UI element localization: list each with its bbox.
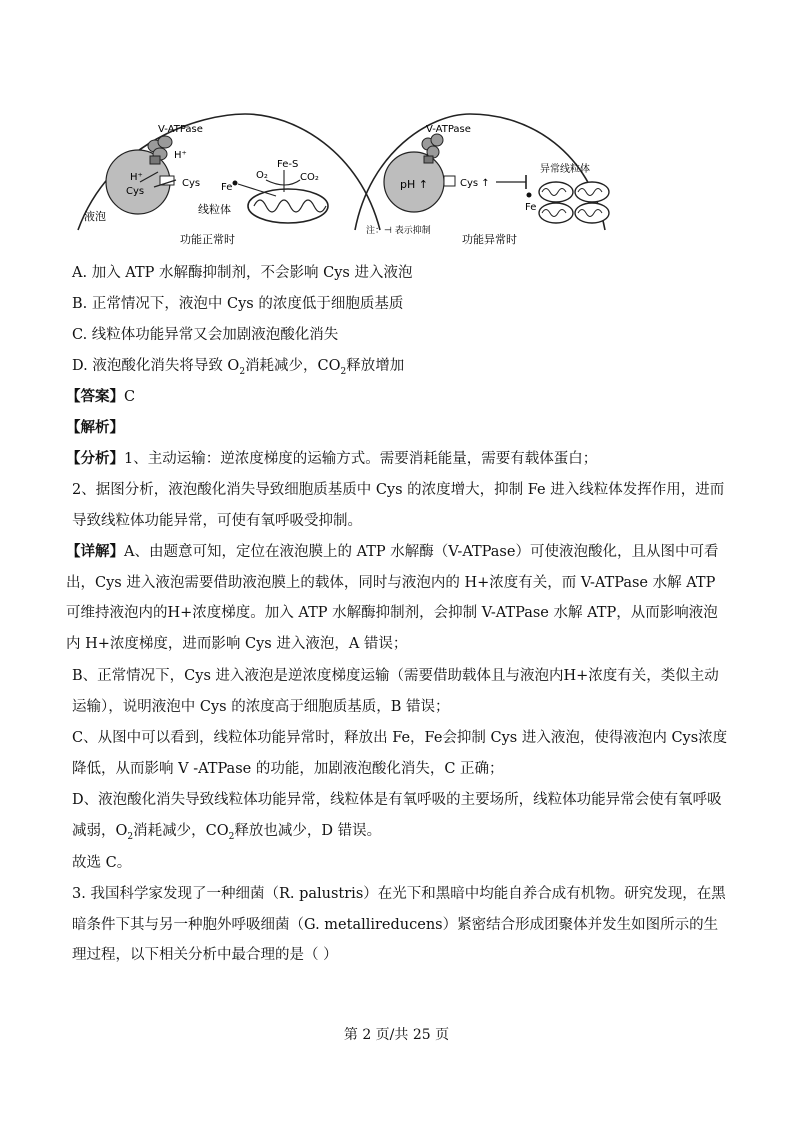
cys-in-label: Cys [126,186,145,197]
detail-d-mid: 消耗减少，CO [133,822,229,839]
vatpase-label-left: V-ATPase [158,124,203,135]
vatpase-label-right: V-ATPase [426,124,471,135]
o2-label: O₂ [256,170,268,181]
option-d-sub2: 2 [340,366,347,377]
cys-up-label: Cys ↑ [460,178,490,189]
fe-label-left: Fe [221,182,233,193]
note-label: 注：⊣ 表示抑制 [366,226,431,236]
answer-label: 【答案】 [66,388,124,405]
fe-label-right: Fe [525,202,537,213]
page-footer: 第 2 页/共 25 页 [343,1027,450,1043]
detail-d-o: O [115,822,128,839]
mitochondrion-normal-icon [248,189,328,223]
cys-transporter-left [160,176,174,185]
detail-d-sub1: 2 [127,831,134,842]
diagram-svg [70,112,730,250]
conclusion: 故选 C。 [72,855,132,871]
option-d-sub1: 2 [239,366,246,377]
answer-line [66,387,135,407]
abnormal-mito-label: 异常线粒体 [540,164,590,175]
mito-label-left: 线粒体 [198,203,231,216]
detail-d [72,785,732,852]
detail-b: B、正常情况下，Cys 进入液泡是逆浓度梯度运输（需要借助载体且与液泡内H+浓度有关，类似主动运输），说明液泡中 Cys 的浓度高于细胞质基质，B 错误； [72,668,719,715]
mitochondria-abnormal-icon [539,182,609,223]
arrow-o2-co2 [266,180,300,185]
option-c: C. 线粒体功能异常又会加剧液泡酸化消失 [72,327,339,343]
analysis-label [66,418,124,438]
option-d-mid: 消耗减少，CO [245,358,341,374]
option-d-post: 释放增加 [346,358,405,374]
option-b: B. 正常情况下，液泡中 Cys 的浓度低于细胞质基质 [72,296,404,312]
detail-c: C、从图中可以看到，线粒体功能异常时，释放出 Fe，Fe会抑制 Cys 进入液泡，使得液泡内 Cys浓度降低，从而影响 V -ATPase 的功能，加剧液泡酸化消失，C 正确； [72,730,728,777]
caption-left: 功能正常时 [180,233,235,246]
fenxi-p1 [66,444,726,475]
vatpase-icon-right [422,134,443,163]
question-3: 3. 我国科学家发现了一种细菌（R. palustris）在光下和黑暗中均能自养合成有机物。研究发现，在黑暗条件下其与另一种胞外呼吸细菌（G. metallireducens）紧密结合形成团聚体并发生如图所示的生理过程，以下相关分析中最合理的是（ ） [72,886,726,963]
fe-dot-right [527,193,532,198]
option-d [72,356,404,382]
detail-label: 【详解】 [66,543,124,560]
ph-label: pH ↑ [400,178,428,191]
hplus-out-label: H⁺ [174,150,187,161]
detail-d-post: 释放也减少，D 错误。 [234,822,382,839]
detail-a-text: A、由题意可知，定位在液泡膜上的 ATP 水解酶（V-ATPase）可使液泡酸化，且从图中可看出，Cys 进入液泡需要借助液泡膜上的载体，同时与液泡内的 H+浓度有关，而 V-ATPase 水解 ATP 可维持液泡内的H+浓度梯度。加入 ATP 水解酶抑制剂，会抑制 V-ATPase 水解 ATP，从而影响液泡内 H+浓度梯度，进而影响 Cys 进入液泡，A 错误； [66,544,719,652]
option-d-pre: D. 液泡酸化消失将导致 O [72,358,240,374]
answer-value: C [124,389,136,405]
hplus-in-label: H⁺ [130,172,143,183]
option-a: A. 加入 ATP 水解酶抑制剂，不会影响 Cys 进入液泡 [72,265,413,281]
vacuole-label: 液泡 [84,210,106,223]
fenxi-p2: 2、据图分析，液泡酸化消失导致细胞质基质中 Cys 的浓度增大，抑制 Fe 进入线粒体发挥作用，进而导致线粒体功能异常，可使有氧呼吸受抑制。 [72,482,725,529]
detail-d-line1: D、液泡酸化消失导致线粒体功能异常，线粒体是有氧呼吸的主要场所，线粒体功能异常会使有氧呼吸减弱， [72,792,722,839]
fenxi-p1-text: 1、主动运输：逆浓度梯度的运输方式。需要消耗能量，需要有载体蛋白； [124,451,598,467]
cys-transporter-right [444,176,455,186]
detail-a [66,537,732,659]
caption-right: 功能异常时 [462,233,517,246]
detail-d-sub2: 2 [228,831,235,842]
co2-label: CO₂ [300,172,319,183]
analysis-label-text: 【解析】 [66,419,124,436]
fenxi-label: 【分析】 [66,450,124,467]
vatpase-icon-left [148,136,172,164]
fe-dot-left [233,181,238,186]
cys-out-label: Cys [182,178,201,189]
fes-label: Fe-S [277,159,299,170]
figure-vacuole-mitochondria [70,112,730,250]
